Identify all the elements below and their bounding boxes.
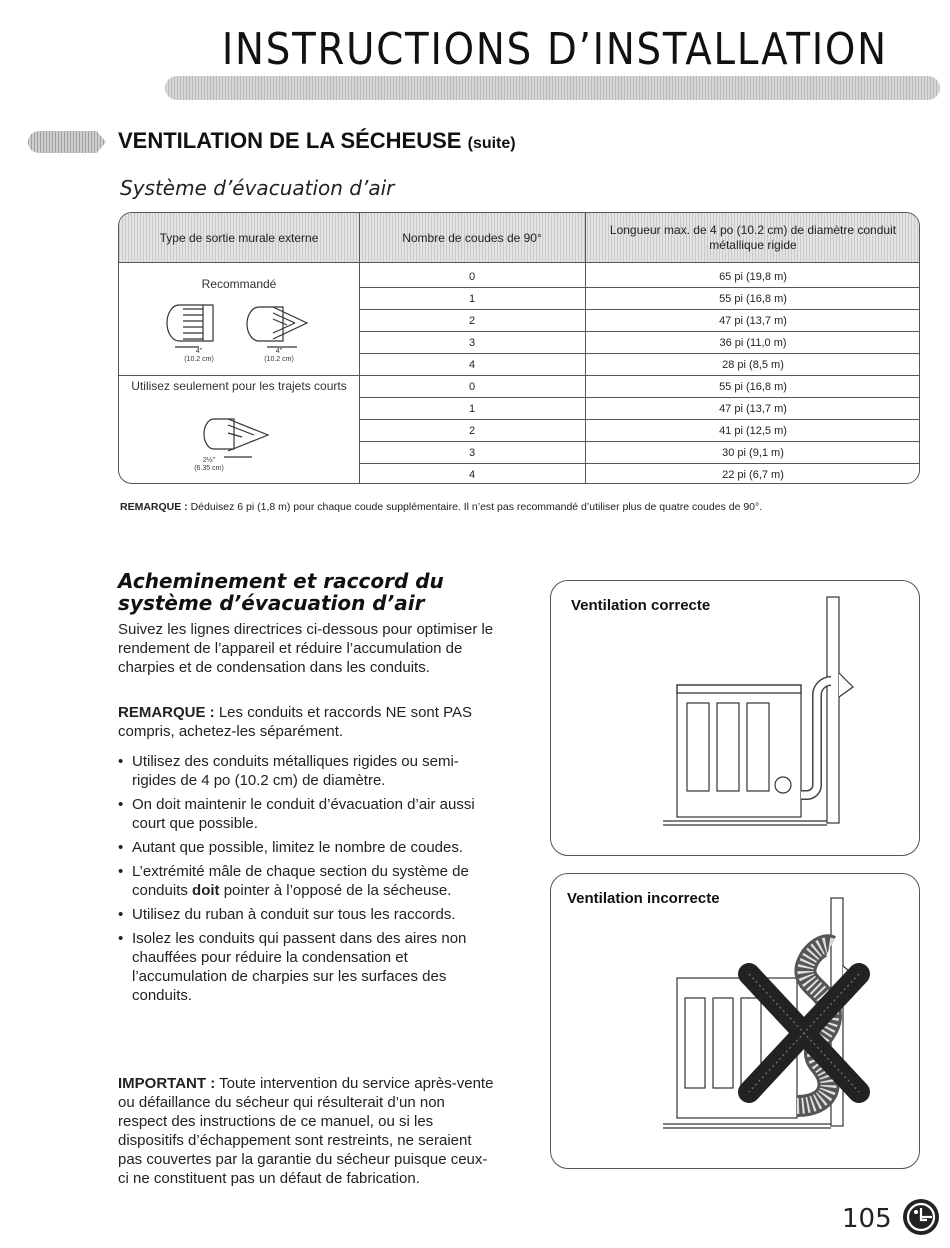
guideline-emphasis: doit	[192, 882, 220, 899]
lg-logo-icon	[902, 1198, 940, 1236]
length-cell: 47 pi (13,7 m)	[719, 402, 787, 415]
elbows-cell: 1	[468, 402, 476, 415]
table-header	[119, 213, 920, 263]
header-max-length: Longueur max. de 4 po (10.2 cm) de diamètre conduit métallique rigide	[609, 223, 897, 252]
elbows-cell: 2	[468, 424, 476, 437]
section-title	[118, 128, 516, 154]
important-notice	[118, 1074, 498, 1188]
table-note	[120, 500, 880, 514]
header-bar	[165, 76, 940, 100]
dim-value-cm: (6.35 cm)	[194, 465, 224, 472]
section-heading	[28, 128, 728, 158]
section-title-text: VENTILATION DE LA SÉCHEUSE	[118, 128, 462, 153]
group-label-recommended: Recommandé	[201, 277, 277, 291]
exhaust-system-heading: Système d’évacuation d’air	[120, 176, 395, 200]
elbows-cell: 1	[468, 292, 476, 305]
elbows-cell: 0	[468, 380, 476, 393]
vent-hoods-icon	[149, 295, 339, 365]
header-vent-type: Type de sortie murale externe	[159, 230, 319, 245]
routing-note	[118, 703, 498, 741]
figure-correct-label: Ventilation correcte	[571, 597, 711, 614]
elbows-cell: 3	[468, 446, 476, 459]
routing-heading: Acheminement et raccord du système d’évacuation d’air	[118, 569, 444, 615]
length-cell: 30 pi (9,1 m)	[722, 446, 784, 459]
routing-note-text: Les conduits et raccords NE sont PAS compris, achetez-les séparément.	[118, 704, 473, 740]
elbows-cell: 4	[468, 358, 476, 371]
figure-incorrect-venting	[550, 873, 920, 1169]
important-label: IMPORTANT :	[118, 1075, 216, 1092]
dim-value-cm: (10.2 cm)	[264, 356, 294, 363]
routing-intro: Suivez les lignes directrices ci-dessous pour optimiser le rendement de l’appareil et réduire l’accumulation de charpies et de condensation dans les conduits.	[118, 621, 494, 676]
length-cell: 65 pi (19,8 m)	[719, 270, 787, 283]
figure-correct-venting	[550, 580, 920, 856]
elbows-cell: 4	[468, 468, 476, 481]
guideline-item: • Utilisez du ruban à conduit sur tous les raccords.	[118, 905, 498, 924]
elbows-cell: 3	[468, 336, 476, 349]
important-text: Toute intervention du service après-vente ou défaillance du sécheur qui résulterait d’un non respect des instructions de ce manuel, ou si les dispositifs d’échappement sont restreints, ne seraient pas couvertes par la garantie du sécheur puisque ceux-ci ne constituent pas un défaut de fabrication.	[118, 1075, 494, 1187]
page-title: INSTRUCTIONS D’INSTALLATION	[221, 24, 888, 75]
guideline-text: L’extrémité mâle de chaque section du système de conduits	[132, 863, 469, 899]
page-number: 105	[842, 1204, 892, 1234]
length-cell: 55 pi (16,8 m)	[719, 380, 787, 393]
exhaust-table	[118, 212, 920, 484]
dim-value: 2½"	[202, 457, 216, 464]
group-label-short-runs: Utilisez seulement pour les trajets courts	[131, 379, 347, 393]
length-cell: 36 pi (11,0 m)	[719, 336, 787, 349]
note-label: REMARQUE :	[120, 501, 188, 513]
guideline-item	[118, 862, 498, 900]
elbows-cell: 0	[468, 270, 476, 283]
section-marker	[28, 131, 106, 153]
routing-note-label: REMARQUE :	[118, 704, 215, 721]
note-text: Déduisez 6 pi (1,8 m) pour chaque coude supplémentaire. Il n’est pas recommandé d’utiliser plus de quatre coudes de 90°.	[187, 501, 763, 513]
dryer-incorrect-illustration	[551, 874, 920, 1169]
dryer-correct-illustration	[551, 581, 920, 856]
length-cell: 28 pi (8,5 m)	[722, 358, 784, 371]
guideline-item: • Autant que possible, limitez le nombre de coudes.	[118, 838, 498, 857]
dim-label-4in	[179, 348, 219, 364]
page-header	[0, 24, 950, 104]
dim-label-4in	[259, 348, 299, 364]
dim-value: 4"	[195, 348, 203, 355]
figure-incorrect-label: Ventilation incorrecte	[567, 890, 720, 907]
guideline-item: • Utilisez des conduits métalliques rigides ou semi-rigides de 4 po (10.2 cm) de diamètre.	[118, 752, 498, 790]
dim-value: 4"	[275, 348, 283, 355]
guideline-item: • Isolez les conduits qui passent dans des aires non chauffées pour réduire la condensation et l’accumulation de charpies sur les surfaces des conduits.	[118, 929, 498, 1005]
header-elbows: Nombre de coudes de 90°	[402, 230, 542, 245]
section-title-suffix: (suite)	[467, 135, 516, 152]
length-cell: 55 pi (16,8 m)	[719, 292, 787, 305]
length-cell: 41 pi (12,5 m)	[719, 424, 787, 437]
dim-value-cm: (10.2 cm)	[184, 356, 214, 363]
length-cell: 22 pi (6,7 m)	[722, 468, 784, 481]
guideline-item: • On doit maintenir le conduit d’évacuation d’air aussi court que possible.	[118, 795, 498, 833]
length-cell: 47 pi (13,7 m)	[719, 314, 787, 327]
dim-label-2-5in	[189, 457, 229, 473]
elbows-cell: 2	[468, 314, 476, 327]
guideline-list	[118, 752, 498, 1010]
guideline-text: pointer à l’opposé de la sécheuse.	[219, 882, 452, 899]
